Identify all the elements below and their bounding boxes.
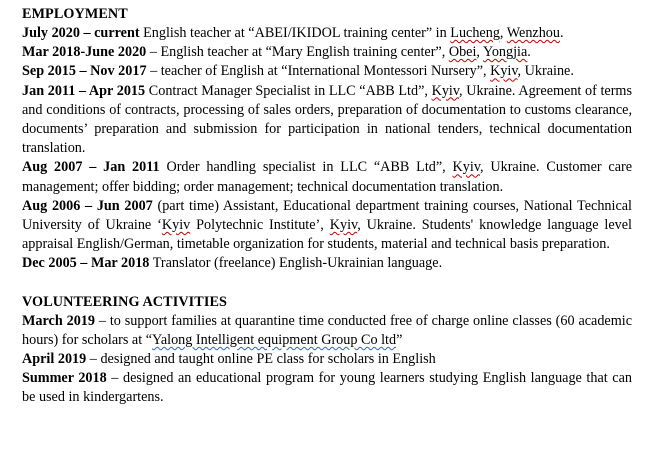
spellcheck-flagged-word: Kyiv: [161, 217, 191, 234]
employment-entry: [22, 62, 632, 81]
employment-entry: [22, 43, 632, 62]
spellcheck-flagged-word: Kyiv: [452, 159, 480, 176]
entry-text: Order handling specialist in LLC “ABB Ltd”,: [159, 159, 453, 176]
spellcheck-flagged-word: Wenzhou: [506, 25, 560, 41]
entry-date: Summer 2018: [22, 370, 107, 387]
employment-heading: EMPLOYMENT: [22, 6, 128, 22]
entry-text: Contract Manager Specialist in LLC “ABB Ltd”,: [145, 82, 432, 99]
entry-text: .: [527, 44, 531, 61]
entry-text: ,: [476, 44, 483, 61]
spellcheck-flagged-word: Obei: [448, 44, 477, 61]
entry-text: (part time) Assistant, Educational department training courses, National Technical University of Ukraine ‘: [22, 197, 632, 234]
entry-text: ,: [499, 25, 507, 41]
entry-date: Dec 2005 – Mar 2018: [22, 255, 150, 272]
employment-entry: [22, 254, 632, 273]
entry-text: Polytechnic Institute’,: [190, 217, 330, 234]
employment-list: [22, 24, 632, 274]
spellcheck-flagged-word: Yalong Intelligent equipment Group Co ltd: [152, 331, 397, 348]
spellcheck-flagged-word: Kyiv: [329, 217, 358, 234]
volunteering-heading: VOLUNTEERING ACTIVITIES: [22, 293, 228, 310]
entry-text: – designed and taught online PE class for scholars in English: [86, 351, 436, 368]
entry-text: – teacher of English at “International Montessori Nursery”,: [146, 63, 491, 80]
volunteering-entry: [22, 369, 632, 407]
entry-text: – designed an educational program for young learners studying English language that can be used in kindergartens.: [22, 370, 632, 406]
entry-date: Mar 2018-June 2020: [22, 44, 147, 61]
entry-text: , Ukraine. Agreement of terms and conditions of contracts, processing of sales orders, preparation of documentation to customs clearance, documents’ preparation and submission for participation in national tenders, technical documentation translation.: [22, 82, 632, 157]
spellcheck-flagged-word: Lucheng: [450, 25, 500, 41]
entry-date: Sep 2015 – Nov 2017: [22, 63, 147, 80]
entry-text: – to support families at quarantine time conducted free of charge online classes (60 academic hours) for scholars at “: [22, 312, 632, 348]
entry-text: , Ukraine. Customer care management; offer bidding; order management; technical documentation translation.: [22, 159, 633, 195]
employment-entry: [22, 24, 632, 43]
entry-date: March 2019: [22, 312, 95, 329]
resume-page: [22, 5, 632, 408]
entry-text: .: [560, 25, 564, 41]
entry-date: April 2019: [22, 351, 87, 368]
entry-text: English teacher at “ABEI/IKIDOL training center” in: [139, 25, 451, 41]
section-spacer: [22, 274, 632, 293]
volunteering-entry: [22, 312, 632, 350]
spellcheck-flagged-word: Kyiv: [490, 63, 518, 80]
volunteering-list: [22, 312, 632, 408]
entry-text: – English teacher at “Mary English training center”,: [146, 44, 449, 61]
entry-text: Translator (freelance) English-Ukrainian language.: [149, 255, 443, 272]
employment-entry: [22, 158, 632, 196]
spellcheck-flagged-word: Yongjia: [483, 44, 528, 61]
employment-entry: [22, 82, 632, 159]
entry-date: Jan 2011 – Apr 2015: [22, 82, 146, 99]
volunteering-entry: [22, 350, 632, 369]
entry-text: , Ukraine.: [517, 63, 574, 80]
entry-date: Aug 2007 – Jan 2011: [22, 159, 160, 176]
entry-text: , Ukraine. Students' knowledge language level appraisal English/German, timetable organization for students, material and technical basis preparation.: [22, 217, 632, 253]
entry-date: Aug 2006 – Jun 2007: [22, 197, 153, 214]
employment-entry: [22, 197, 632, 255]
entry-text: ”: [396, 331, 403, 348]
spellcheck-flagged-word: Kyiv: [431, 82, 460, 99]
entry-date: July 2020 – current: [22, 25, 140, 41]
